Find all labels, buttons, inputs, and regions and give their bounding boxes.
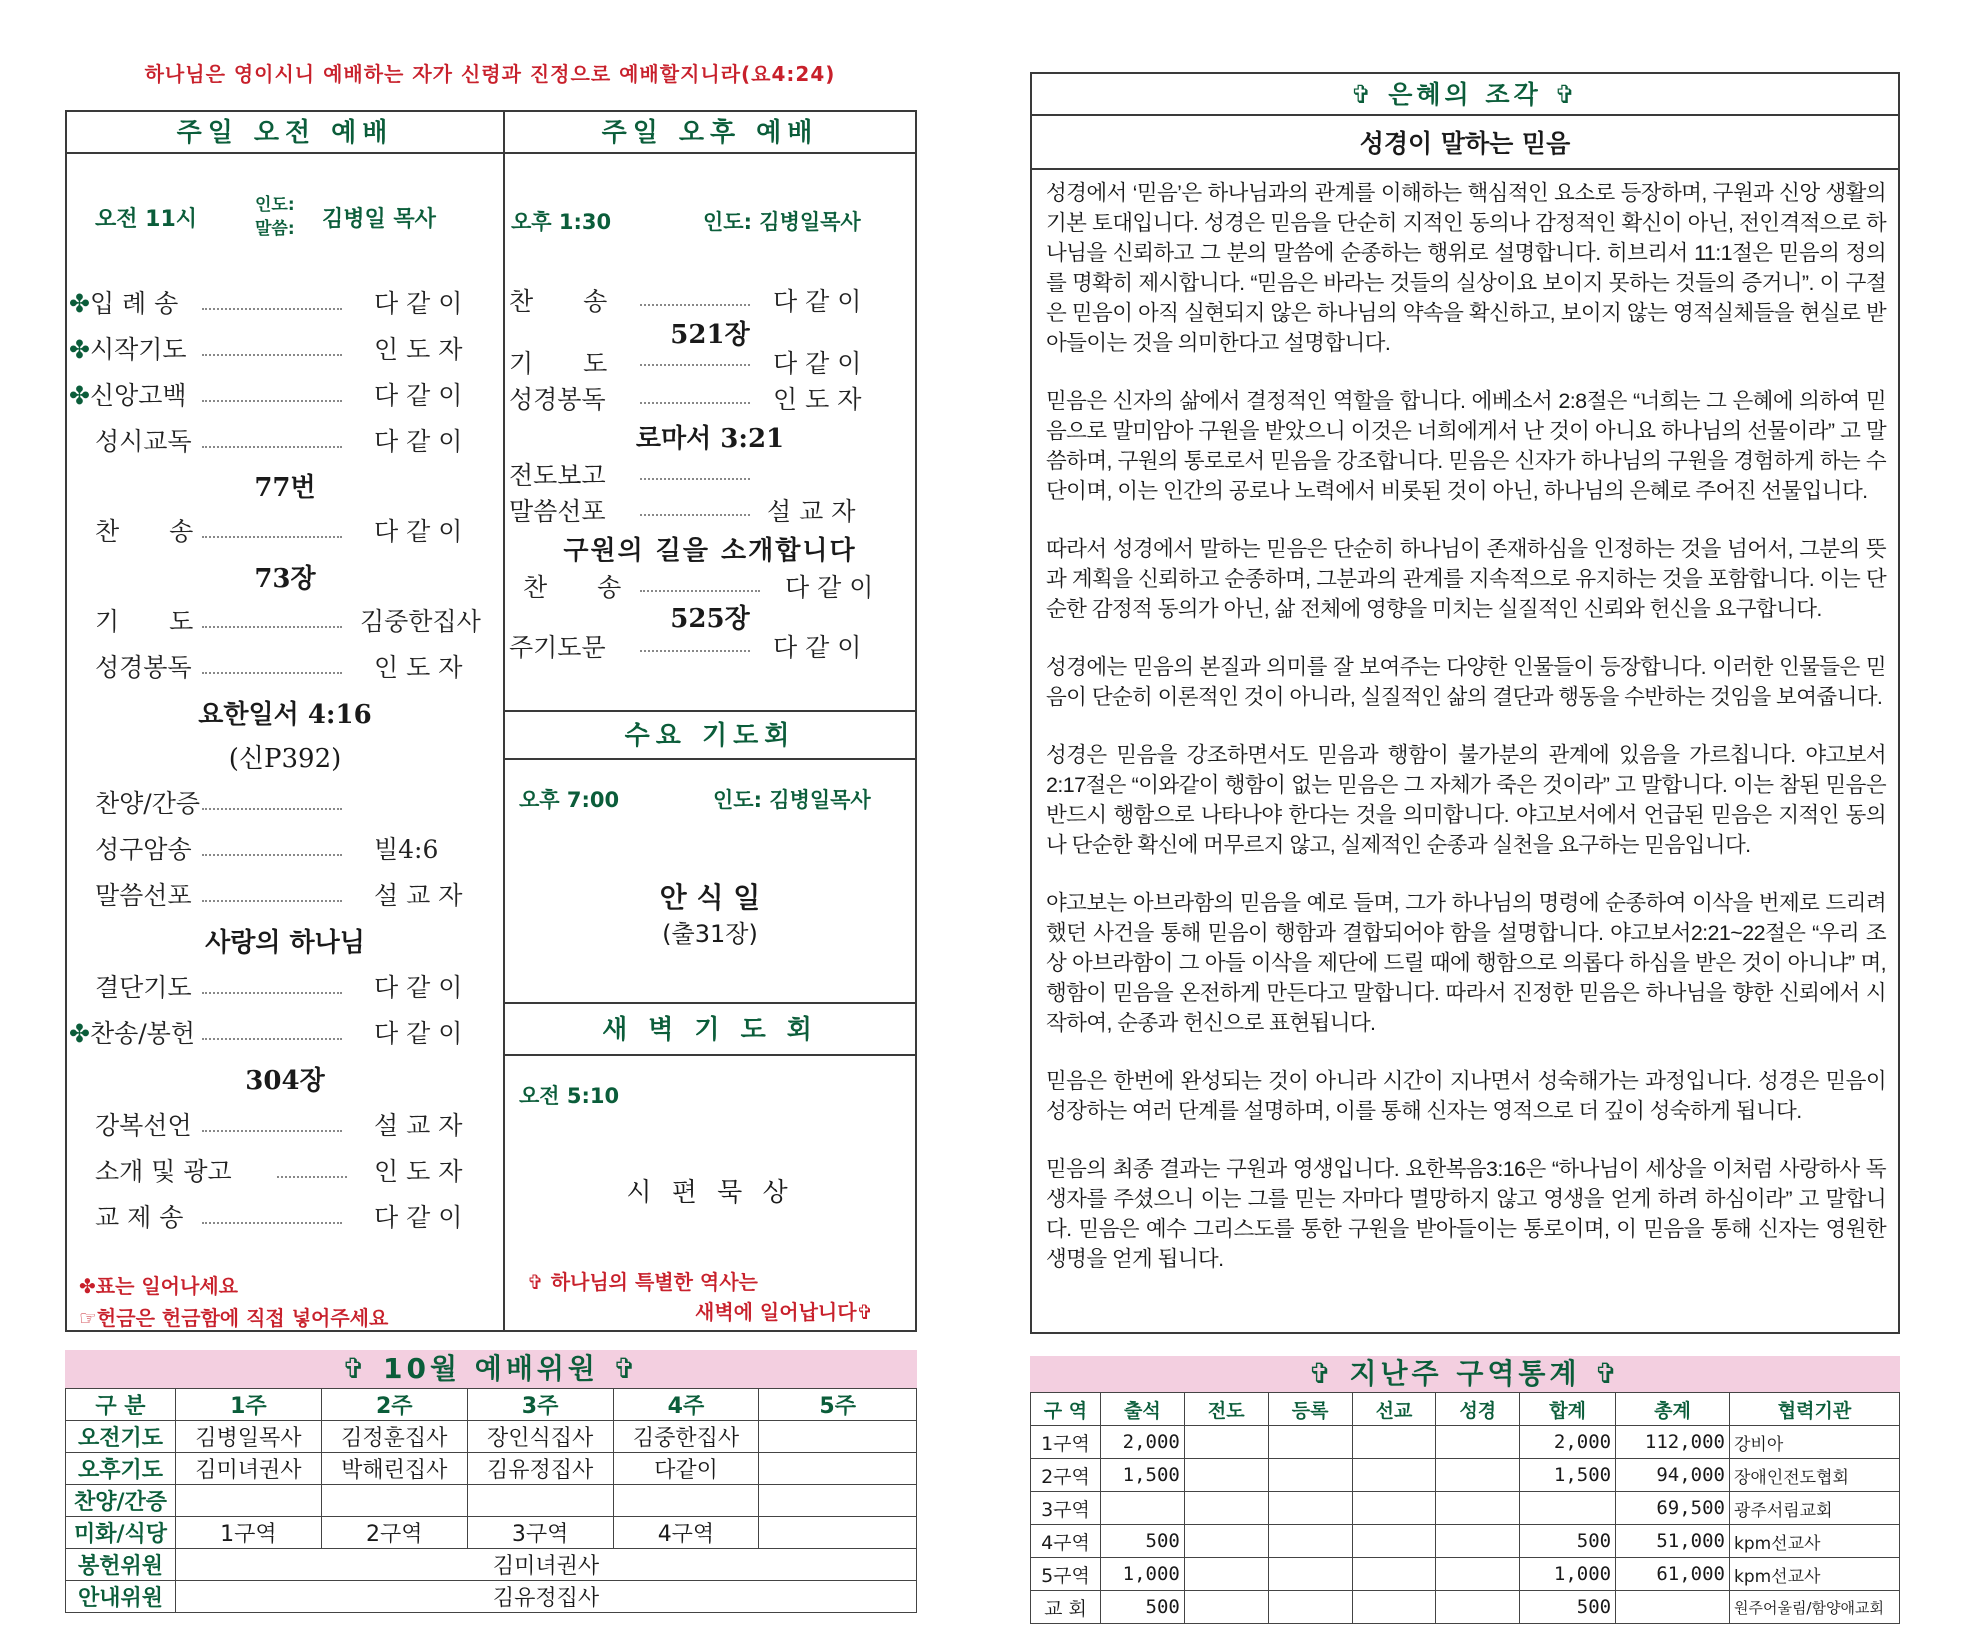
table-cell: 김정훈집사 bbox=[321, 1421, 467, 1453]
stats-table bbox=[1030, 1392, 1900, 1624]
order-item-who: 설 교 자 bbox=[374, 1111, 463, 1140]
table-cell: 1구역 bbox=[175, 1517, 321, 1549]
table-cell bbox=[1520, 1492, 1616, 1525]
table-cell bbox=[1352, 1459, 1436, 1492]
table-cell bbox=[1352, 1558, 1436, 1591]
table-cell: 2구역 bbox=[321, 1517, 467, 1549]
grace-body bbox=[1046, 178, 1886, 1302]
table-cell: 51,000 bbox=[1616, 1525, 1730, 1558]
table-cell bbox=[1184, 1426, 1268, 1459]
wednesday-theme: 안 식 일 bbox=[659, 881, 761, 914]
table-row bbox=[1031, 1492, 1900, 1525]
dotted-leader bbox=[640, 650, 750, 652]
table-cell bbox=[759, 1485, 917, 1517]
table-cell: 1,500 bbox=[1100, 1459, 1184, 1492]
table-cell: 김미녀권사 bbox=[175, 1453, 321, 1485]
table-cell bbox=[1436, 1426, 1520, 1459]
dotted-leader bbox=[202, 446, 342, 448]
table-cell bbox=[1352, 1492, 1436, 1525]
dotted-leader bbox=[202, 626, 342, 628]
wednesday-leader: 인도: 김병일목사 bbox=[713, 788, 871, 812]
row-label: 2구역 bbox=[1031, 1459, 1101, 1492]
table-header: 선교 bbox=[1352, 1393, 1436, 1426]
grace-paragraph: 야고보는 아브라함의 믿음을 예로 들며, 그가 하나님의 명령에 순종하여 이삭을 번제로 드리려 했던 사건을 통해 믿음이 행함과 결합되어야 함을 설명합니다. 야고보서2:21~22절은 “우리 조상 아브라함이 그 아들 이삭을 제단에 드릴 때에 행함으로 의롭다 하심을 받은 것이 아니냐” 며, 행함이 믿음을 온전하게 만든다고 말합니다. 따라서 진정한 믿음은 하나님을 향한 신뢰에서 시작하여, 순종과 헌신으로 표현됩니다. bbox=[1046, 891, 1886, 1035]
dotted-leader bbox=[202, 900, 342, 902]
table-cell: 강비아 bbox=[1729, 1426, 1899, 1459]
order-item-benediction: 강복선언 bbox=[95, 1111, 192, 1140]
order-item-praise: 찬양/간증 bbox=[95, 789, 201, 818]
servers-title: ✞ 10월 예배위원 ✞ bbox=[65, 1350, 917, 1388]
table-cell: 다같이 bbox=[613, 1453, 759, 1485]
table-header: 1주 bbox=[175, 1389, 321, 1421]
order-item-mission-report: 전도보고 bbox=[509, 461, 606, 490]
table-header: 2주 bbox=[321, 1389, 467, 1421]
table-row bbox=[66, 1485, 917, 1517]
standing-mark-icon: ✤ bbox=[69, 335, 90, 364]
grace-paragraph: 따라서 성경에서 말하는 믿음은 단순히 하나님이 존재하심을 인정하는 것을 넘어서, 그분의 뜻과 계획을 신뢰하고 순종하며, 그분과의 관계를 지속적으로 유지하는 것을 포함합니다. 이는 단순한 감정적 동의가 아닌, 삶 전체에 영향을 미치는 실질적인 신뢰와 헌신을 요구합니다. bbox=[1046, 537, 1886, 621]
scripture-reference: 요한일서 4:16 bbox=[198, 700, 372, 730]
table-cell: 장인식집사 bbox=[467, 1421, 613, 1453]
table-cell bbox=[1268, 1459, 1352, 1492]
table-cell bbox=[1436, 1558, 1520, 1591]
order-item-who: 김중한집사 bbox=[360, 607, 481, 636]
order-item-who: 다 같 이 bbox=[374, 973, 463, 1002]
reading-number: 77번 bbox=[254, 473, 316, 503]
table-row bbox=[1031, 1459, 1900, 1492]
table-cell bbox=[1100, 1492, 1184, 1525]
order-item-who: 다 같 이 bbox=[773, 349, 862, 378]
grace-paragraph: 믿음의 최종 결과는 구원과 영생입니다. 요한복음3:16은 “하나님이 세상을 이처럼 사랑하사 독생자를 주셨으니 이는 그를 믿는 자마다 멸망하지 않고 영생을 얻게 하려 하심이라” 고 말합니다. 믿음은 예수 그리스도를 통한 구원을 받아들이는 통로이며, 이 믿음을 통해 신자는 영원한 생명을 얻게 됩니다. bbox=[1046, 1157, 1886, 1271]
order-item-sermon: 말씀선포 bbox=[95, 881, 192, 910]
table-cell: 500 bbox=[1520, 1591, 1616, 1624]
order-item-who: 다 같 이 bbox=[374, 1019, 463, 1048]
table-cell: 94,000 bbox=[1616, 1459, 1730, 1492]
grace-title: 성경이 말하는 믿음 bbox=[1032, 118, 1898, 170]
table-cell bbox=[759, 1421, 917, 1453]
table-cell: 김중한집사 bbox=[613, 1421, 759, 1453]
wednesday-reference: (출31장) bbox=[662, 920, 758, 948]
table-cell bbox=[1352, 1591, 1436, 1624]
table-row bbox=[1031, 1525, 1900, 1558]
order-item-who: 다 같 이 bbox=[785, 573, 874, 602]
order-item-offering: ✤찬송/봉헌 bbox=[69, 1019, 195, 1048]
wednesday-prayer-title: 수요 기도회 bbox=[505, 712, 915, 760]
table-cell bbox=[1184, 1459, 1268, 1492]
table-cell: 4구역 bbox=[613, 1517, 759, 1549]
sermon-title: 구원의 길을 소개합니다 bbox=[563, 536, 857, 566]
order-item-creed: ✤신앙고백 bbox=[69, 381, 187, 410]
dotted-leader bbox=[202, 354, 342, 356]
dotted-leader bbox=[202, 1222, 342, 1224]
hymn-number: 73장 bbox=[254, 564, 316, 594]
row-label: 오후기도 bbox=[66, 1453, 176, 1485]
grace-paragraph: 믿음은 한번에 완성되는 것이 아니라 시간이 지나면서 성숙해가는 과정입니다. 성경은 믿음이 성장하는 여러 단계를 설명하며, 이를 통해 신자는 영적으로 더 깊이 성숙하게 됩니다. bbox=[1046, 1069, 1886, 1123]
row-label: 5구역 bbox=[1031, 1558, 1101, 1591]
table-row bbox=[66, 1581, 917, 1613]
table-cell bbox=[1436, 1492, 1520, 1525]
table-cell bbox=[1184, 1558, 1268, 1591]
order-item-who: 설 교 자 bbox=[767, 497, 856, 526]
order-item-decision-prayer: 결단기도 bbox=[95, 973, 192, 1002]
order-item-responsive-reading: 성시교독 bbox=[95, 427, 192, 456]
table-cell: 원주어울림/함양애교회 bbox=[1729, 1591, 1899, 1624]
order-item-who: 다 같 이 bbox=[374, 517, 463, 546]
table-cell bbox=[759, 1517, 917, 1549]
table-cell: 김유정집사 bbox=[175, 1581, 916, 1613]
table-cell bbox=[1184, 1492, 1268, 1525]
stats-title: ✞ 지난주 구역통계 ✞ bbox=[1030, 1356, 1900, 1392]
grace-paragraph: 성경에서 ‘믿음’은 하나님과의 관계를 이해하는 핵심적인 요소로 등장하며, 구원과 신앙 생활의 기본 토대입니다. 성경은 믿음을 단순히 지적인 동의나 감정적인 확신이 아닌, 전인격적으로 하나님을 신뢰하고 그 분의 말씀에 순종하는 행위로 설명합니다. 히브리서 11:1절은 믿음의 정의를 명확히 제시합니다. “믿음은 바라는 것들의 실상이요 보이지 못하는 것들의 증거니”. 이 구절은 믿음이 아직 실현되지 않은 하나님의 약속을 확신하고, 보이지 않는 영적실체들을 현실로 받아들이는 것을 의미한다고 설명합니다. bbox=[1046, 181, 1886, 355]
order-item-who: 다 같 이 bbox=[374, 289, 463, 318]
table-cell: 1,000 bbox=[1520, 1558, 1616, 1591]
table-cell bbox=[759, 1453, 917, 1485]
dotted-leader bbox=[202, 672, 342, 674]
dotted-leader bbox=[202, 308, 342, 310]
grace-paragraph: 믿음은 신자의 삶에서 결정적인 역할을 합니다. 에베소서 2:8절은 “너희는 그 은혜에 의하여 믿음으로 말미암아 구원을 받았으니 이것은 너희에게서 난 것이 아니요 하나님의 선물이라” 고 말씀하며, 구원의 통로로서 믿음을 강조합니다. 믿음은 신자가 하나님의 구원을 경험하게 하는 수단이며, 이는 인간의 공로나 노력에서 비롯된 것이 아닌, 하나님의 은혜로 주어진 선물입니다. bbox=[1046, 389, 1886, 503]
morning-service bbox=[67, 112, 503, 1330]
table-cell bbox=[613, 1485, 759, 1517]
table-cell bbox=[321, 1485, 467, 1517]
table-header: 5주 bbox=[759, 1389, 917, 1421]
order-item-fellowship-song: 교 제 송 bbox=[95, 1203, 184, 1232]
table-cell bbox=[467, 1485, 613, 1517]
order-item-who: 다 같 이 bbox=[374, 427, 463, 456]
dotted-leader bbox=[640, 364, 750, 366]
table-cell: 광주서림교회 bbox=[1729, 1492, 1899, 1525]
afternoon-leader: 인도: 김병일목사 bbox=[703, 210, 861, 234]
afternoon-time: 오후 1:30 bbox=[511, 210, 612, 234]
dawn-theme: 시 편 묵 상 bbox=[626, 1178, 794, 1208]
order-item-scripture-reading: 성경봉독 bbox=[95, 653, 192, 682]
dotted-leader bbox=[640, 478, 750, 480]
dotted-leader bbox=[640, 304, 750, 306]
order-item-announcements: 소개 및 광고 bbox=[95, 1157, 232, 1186]
table-cell: 112,000 bbox=[1616, 1426, 1730, 1459]
table-cell bbox=[1268, 1525, 1352, 1558]
table-cell bbox=[1268, 1426, 1352, 1459]
order-item-prayer: 기 도 bbox=[509, 349, 608, 378]
order-item-who: 설 교 자 bbox=[374, 881, 463, 910]
table-cell: 500 bbox=[1100, 1591, 1184, 1624]
offering-note: ☞헌금은 헌금함에 직접 넣어주세요 bbox=[79, 1306, 389, 1330]
order-item-opening-prayer: ✤시작기도 bbox=[69, 335, 187, 364]
order-item-memory-verse: 성구암송 bbox=[95, 835, 192, 864]
table-header: 구 분 bbox=[66, 1389, 176, 1421]
table-cell bbox=[1616, 1591, 1730, 1624]
scripture-reference: 로마서 3:21 bbox=[635, 424, 785, 454]
table-header: 합계 bbox=[1520, 1393, 1616, 1426]
table-cell bbox=[1268, 1558, 1352, 1591]
table-cell bbox=[1184, 1525, 1268, 1558]
dotted-leader bbox=[202, 536, 342, 538]
row-label: 3구역 bbox=[1031, 1492, 1101, 1525]
table-row bbox=[1031, 1591, 1900, 1624]
table-cell bbox=[1436, 1591, 1520, 1624]
dawn-prayer bbox=[505, 1004, 915, 1330]
table-cell: kpm선교사 bbox=[1729, 1525, 1899, 1558]
dotted-leader bbox=[202, 400, 342, 402]
order-item-hymn: 찬 송 bbox=[509, 287, 608, 316]
offering-hymn-number: 304장 bbox=[245, 1066, 325, 1096]
morning-leader-label: 인도: bbox=[255, 195, 295, 215]
row-label: 미화/식당 bbox=[66, 1517, 176, 1549]
table-cell: 김병일목사 bbox=[175, 1421, 321, 1453]
dotted-leader bbox=[640, 590, 760, 592]
order-item-who: 인 도 자 bbox=[374, 335, 463, 364]
order-item-who: 다 같 이 bbox=[374, 1203, 463, 1232]
table-row bbox=[66, 1453, 917, 1485]
order-item-who: 다 같 이 bbox=[374, 381, 463, 410]
table-header: 구 역 bbox=[1031, 1393, 1101, 1426]
dotted-leader bbox=[202, 808, 342, 810]
table-row bbox=[66, 1421, 917, 1453]
order-item-who: 인 도 자 bbox=[374, 653, 463, 682]
table-header: 성경 bbox=[1436, 1393, 1520, 1426]
dotted-leader bbox=[640, 514, 750, 516]
sermon-title: 사랑의 하나님 bbox=[205, 928, 365, 958]
row-label: 봉헌위원 bbox=[66, 1549, 176, 1581]
order-item-hymn: 찬 송 bbox=[95, 517, 194, 546]
dotted-leader bbox=[202, 992, 342, 994]
table-cell: 69,500 bbox=[1616, 1492, 1730, 1525]
order-item-who: 빌4:6 bbox=[374, 835, 439, 864]
order-item-who: 다 같 이 bbox=[773, 633, 862, 662]
order-item-sermon: 말씀선포 bbox=[509, 497, 606, 526]
morning-service-title: 주일 오전 예배 bbox=[67, 112, 503, 154]
table-header: 협력기관 bbox=[1729, 1393, 1899, 1426]
wednesday-time: 오후 7:00 bbox=[519, 788, 620, 812]
dawn-note-line1: ✞ 하나님의 특별한 역사는 bbox=[527, 1270, 758, 1294]
order-item-scripture-reading: 성경봉독 bbox=[509, 385, 606, 414]
row-label: 1구역 bbox=[1031, 1426, 1101, 1459]
morning-pastor: 김병일 목사 bbox=[322, 207, 436, 232]
row-label: 교 회 bbox=[1031, 1591, 1101, 1624]
hymn-number: 521장 bbox=[670, 320, 750, 350]
table-header: 총계 bbox=[1616, 1393, 1730, 1426]
table-row bbox=[66, 1549, 917, 1581]
dotted-leader bbox=[640, 402, 750, 404]
grace-paragraph: 성경에는 믿음의 본질과 의미를 잘 보여주는 다양한 인물들이 등장합니다. 이러한 인물들은 믿음이 단순히 이론적인 것이 아니라, 실질적인 삶의 결단과 행동을 수반하는 것임을 보여줍니다. bbox=[1046, 655, 1886, 709]
row-label: 오전기도 bbox=[66, 1421, 176, 1453]
order-item-who: 인 도 자 bbox=[773, 385, 862, 414]
table-cell: 김유정집사 bbox=[467, 1453, 613, 1485]
table-header-row bbox=[66, 1389, 917, 1421]
dotted-leader bbox=[202, 854, 342, 856]
table-cell bbox=[1436, 1459, 1520, 1492]
standing-mark-icon: ✤ bbox=[69, 381, 90, 410]
row-label: 안내위원 bbox=[66, 1581, 176, 1613]
table-row bbox=[1031, 1558, 1900, 1591]
servers-table bbox=[65, 1388, 917, 1613]
dotted-leader bbox=[277, 1176, 347, 1178]
row-label: 4구역 bbox=[1031, 1525, 1101, 1558]
dotted-leader bbox=[202, 1038, 342, 1040]
table-cell: 61,000 bbox=[1616, 1558, 1730, 1591]
morning-time: 오전 11시 bbox=[95, 207, 198, 232]
table-cell: 2,000 bbox=[1100, 1426, 1184, 1459]
table-cell: 김미녀권사 bbox=[175, 1549, 916, 1581]
table-cell: 1,000 bbox=[1100, 1558, 1184, 1591]
order-item-who: 인 도 자 bbox=[374, 1157, 463, 1186]
table-cell bbox=[1184, 1591, 1268, 1624]
motto: 하나님은 영이시니 예배하는 자가 신령과 진정으로 예배할지니라(요4:24) bbox=[144, 62, 836, 86]
order-item-lords-prayer: 주기도문 bbox=[509, 633, 606, 662]
table-cell bbox=[175, 1485, 321, 1517]
afternoon-service-title: 주일 오후 예배 bbox=[505, 112, 915, 154]
table-row bbox=[1031, 1426, 1900, 1459]
table-header: 3주 bbox=[467, 1389, 613, 1421]
standing-note: ✤표는 일어나세요 bbox=[79, 1274, 238, 1298]
table-cell: 500 bbox=[1520, 1525, 1616, 1558]
table-cell: 500 bbox=[1100, 1525, 1184, 1558]
dawn-time: 오전 5:10 bbox=[519, 1084, 620, 1108]
table-cell: 장애인전도협회 bbox=[1729, 1459, 1899, 1492]
table-row bbox=[66, 1517, 917, 1549]
table-cell bbox=[1268, 1492, 1352, 1525]
grace-paragraph: 성경은 믿음을 강조하면서도 믿음과 행함이 불가분의 관계에 있음을 가르칩니다. 야고보서 2:17절은 “이와같이 행함이 없는 믿음은 그 자체가 죽은 것이라” 고 말합니다. 이는 참된 믿음은 반드시 행함으로 나타나야 한다는 것을 의미합니다. 야고보서에서 언급된 믿음은 지적인 동의나 단순한 확신에 머무르지 않고, 실제적인 순종과 실천을 요구하는 믿음입니다. bbox=[1046, 743, 1886, 857]
table-cell bbox=[1352, 1426, 1436, 1459]
grace-header: ✞ 은혜의 조각 ✞ bbox=[1032, 74, 1898, 116]
table-header-row bbox=[1031, 1393, 1900, 1426]
order-item-entrance: ✤입 례 송 bbox=[69, 289, 179, 318]
table-header: 등록 bbox=[1268, 1393, 1352, 1426]
table-cell: 박해린집사 bbox=[321, 1453, 467, 1485]
morning-sermon-label: 말씀: bbox=[255, 219, 295, 239]
afternoon-service bbox=[505, 112, 915, 712]
dotted-leader bbox=[202, 1130, 342, 1132]
table-cell: kpm선교사 bbox=[1729, 1558, 1899, 1591]
table-cell bbox=[1436, 1525, 1520, 1558]
table-cell: 3구역 bbox=[467, 1517, 613, 1549]
table-header: 전도 bbox=[1184, 1393, 1268, 1426]
table-header: 출석 bbox=[1100, 1393, 1184, 1426]
table-cell: 2,000 bbox=[1520, 1426, 1616, 1459]
order-item-who: 다 같 이 bbox=[773, 287, 862, 316]
order-item-prayer: 기 도 bbox=[95, 607, 194, 636]
hymn-number: 525장 bbox=[670, 604, 750, 634]
scripture-page: (신P392) bbox=[228, 744, 342, 774]
order-item-hymn: 찬 송 bbox=[523, 573, 622, 602]
dawn-note-line2: 새벽에 일어납니다✞ bbox=[695, 1300, 874, 1324]
standing-mark-icon: ✤ bbox=[69, 289, 90, 318]
table-cell bbox=[1352, 1525, 1436, 1558]
standing-mark-icon: ✤ bbox=[69, 1019, 90, 1048]
wednesday-prayer bbox=[505, 712, 915, 1002]
dawn-prayer-title: 새 벽 기 도 회 bbox=[505, 1004, 915, 1056]
table-cell bbox=[1268, 1591, 1352, 1624]
table-header: 4주 bbox=[613, 1389, 759, 1421]
table-cell: 1,500 bbox=[1520, 1459, 1616, 1492]
row-label: 찬양/간증 bbox=[66, 1485, 176, 1517]
